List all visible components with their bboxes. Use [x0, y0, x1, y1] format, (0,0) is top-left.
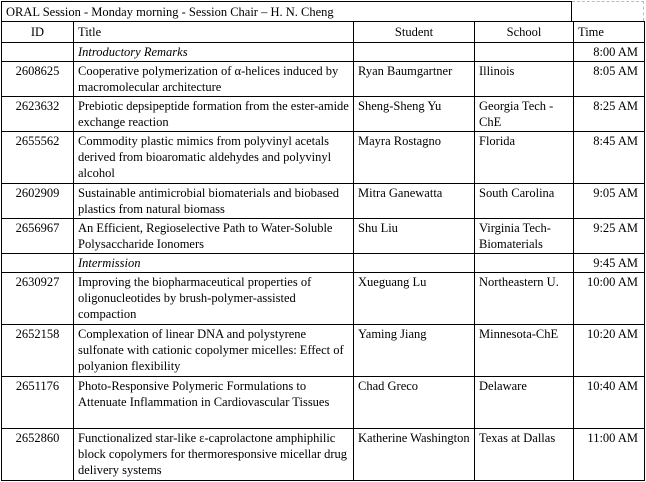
cell-time: 9:05 AM — [574, 184, 645, 219]
schedule-sheet — [1, 1, 645, 481]
cell-time: 11:00 AM — [574, 429, 645, 481]
cell-time: 9:25 AM — [574, 219, 645, 254]
cell-student — [354, 43, 475, 62]
cell-school: Delaware — [475, 377, 574, 429]
table-row — [2, 325, 645, 377]
cell-time: 8:45 AM — [574, 132, 645, 184]
column-header-time: Time — [574, 22, 645, 43]
cell-title: Sustainable antimicrobial biomaterials and biobased plastics from natural biomass — [74, 184, 354, 219]
session-title: ORAL Session - Monday morning - Session Chair – H. N. Cheng — [1, 1, 572, 21]
cell-time: 10:40 AM — [574, 377, 645, 429]
table-row — [2, 132, 645, 184]
cell-school: Northeastern U. — [475, 273, 574, 325]
cell-time: 9:45 AM — [574, 254, 645, 273]
table-row — [2, 377, 645, 429]
table-row — [2, 97, 645, 132]
column-header-title: Title — [74, 22, 354, 43]
cell-id: 2623632 — [2, 97, 74, 132]
cell-student: Chad Greco — [354, 377, 475, 429]
cell-student: Mitra Ganewatta — [354, 184, 475, 219]
cell-school: Florida — [475, 132, 574, 184]
cell-student: Yaming Jiang — [354, 325, 475, 377]
cell-id — [2, 254, 74, 273]
cell-student: Shu Liu — [354, 219, 475, 254]
break-row — [2, 254, 645, 273]
table-row — [2, 219, 645, 254]
header-row — [2, 22, 645, 43]
table-row — [2, 62, 645, 97]
cell-id: 2652860 — [2, 429, 74, 481]
cell-student: Ryan Baumgartner — [354, 62, 475, 97]
cell-school — [475, 43, 574, 62]
schedule-body — [2, 43, 645, 481]
column-header-id: ID — [2, 22, 74, 43]
cell-student: Katherine Washington — [354, 429, 475, 481]
cell-title: Cooperative polymerization of α-helices induced by macromolecular architecture — [74, 62, 354, 97]
cell-title: Photo-Responsive Polymeric Formulations to Attenuate Inflammation in Cardiovascular Tissues — [74, 377, 354, 429]
cell-school: Illinois — [475, 62, 574, 97]
cell-title: Improving the biopharmaceutical properties of oligonucleotides by brush-polymer-assisted compaction — [74, 273, 354, 325]
cell-student: Mayra Rostagno — [354, 132, 475, 184]
column-header-school: School — [475, 22, 574, 43]
cell-student: Xueguang Lu — [354, 273, 475, 325]
cell-id: 2655562 — [2, 132, 74, 184]
cell-title: Complexation of linear DNA and polystyrene sulfonate with cationic copolymer micelles: Effect of polyanion flexibility — [74, 325, 354, 377]
table-row — [2, 273, 645, 325]
column-header-student: Student — [354, 22, 475, 43]
cell-id — [2, 43, 74, 62]
cell-title: Commodity plastic mimics from polyvinyl acetals derived from bioaromatic aldehydes and polyvinyl alcohol — [74, 132, 354, 184]
cell-student: Sheng-Sheng Yu — [354, 97, 475, 132]
cell-school: Texas at Dallas — [475, 429, 574, 481]
cell-student — [354, 254, 475, 273]
cell-time: 10:00 AM — [574, 273, 645, 325]
cell-time: 8:05 AM — [574, 62, 645, 97]
cell-id: 2651176 — [2, 377, 74, 429]
cell-id: 2630927 — [2, 273, 74, 325]
cell-school: Virginia Tech-Biomaterials — [475, 219, 574, 254]
cell-break-title: Intermission — [74, 254, 354, 273]
cell-time: 8:25 AM — [574, 97, 645, 132]
cell-time: 8:00 AM — [574, 43, 645, 62]
cell-title: An Efficient, Regioselective Path to Water-Soluble Polysaccharide Ionomers — [74, 219, 354, 254]
cell-id: 2656967 — [2, 219, 74, 254]
cell-school: Minnesota-ChE — [475, 325, 574, 377]
session-header-row — [1, 1, 645, 21]
cell-id: 2652158 — [2, 325, 74, 377]
cell-title: Functionalized star-like ε-caprolactone amphiphilic block copolymers for thermoresponsive micellar drug delivery systems — [74, 429, 354, 481]
cell-school — [475, 254, 574, 273]
cell-school: South Carolina — [475, 184, 574, 219]
cell-break-title: Introductory Remarks — [74, 43, 354, 62]
cell-id: 2608625 — [2, 62, 74, 97]
break-row — [2, 43, 645, 62]
table-row — [2, 184, 645, 219]
schedule-table — [1, 21, 645, 481]
cell-title: Prebiotic depsipeptide formation from the ester-amide exchange reaction — [74, 97, 354, 132]
cell-school: Georgia Tech - ChE — [475, 97, 574, 132]
table-row — [2, 429, 645, 481]
session-header-gap — [572, 1, 644, 21]
cell-time: 10:20 AM — [574, 325, 645, 377]
cell-id: 2602909 — [2, 184, 74, 219]
